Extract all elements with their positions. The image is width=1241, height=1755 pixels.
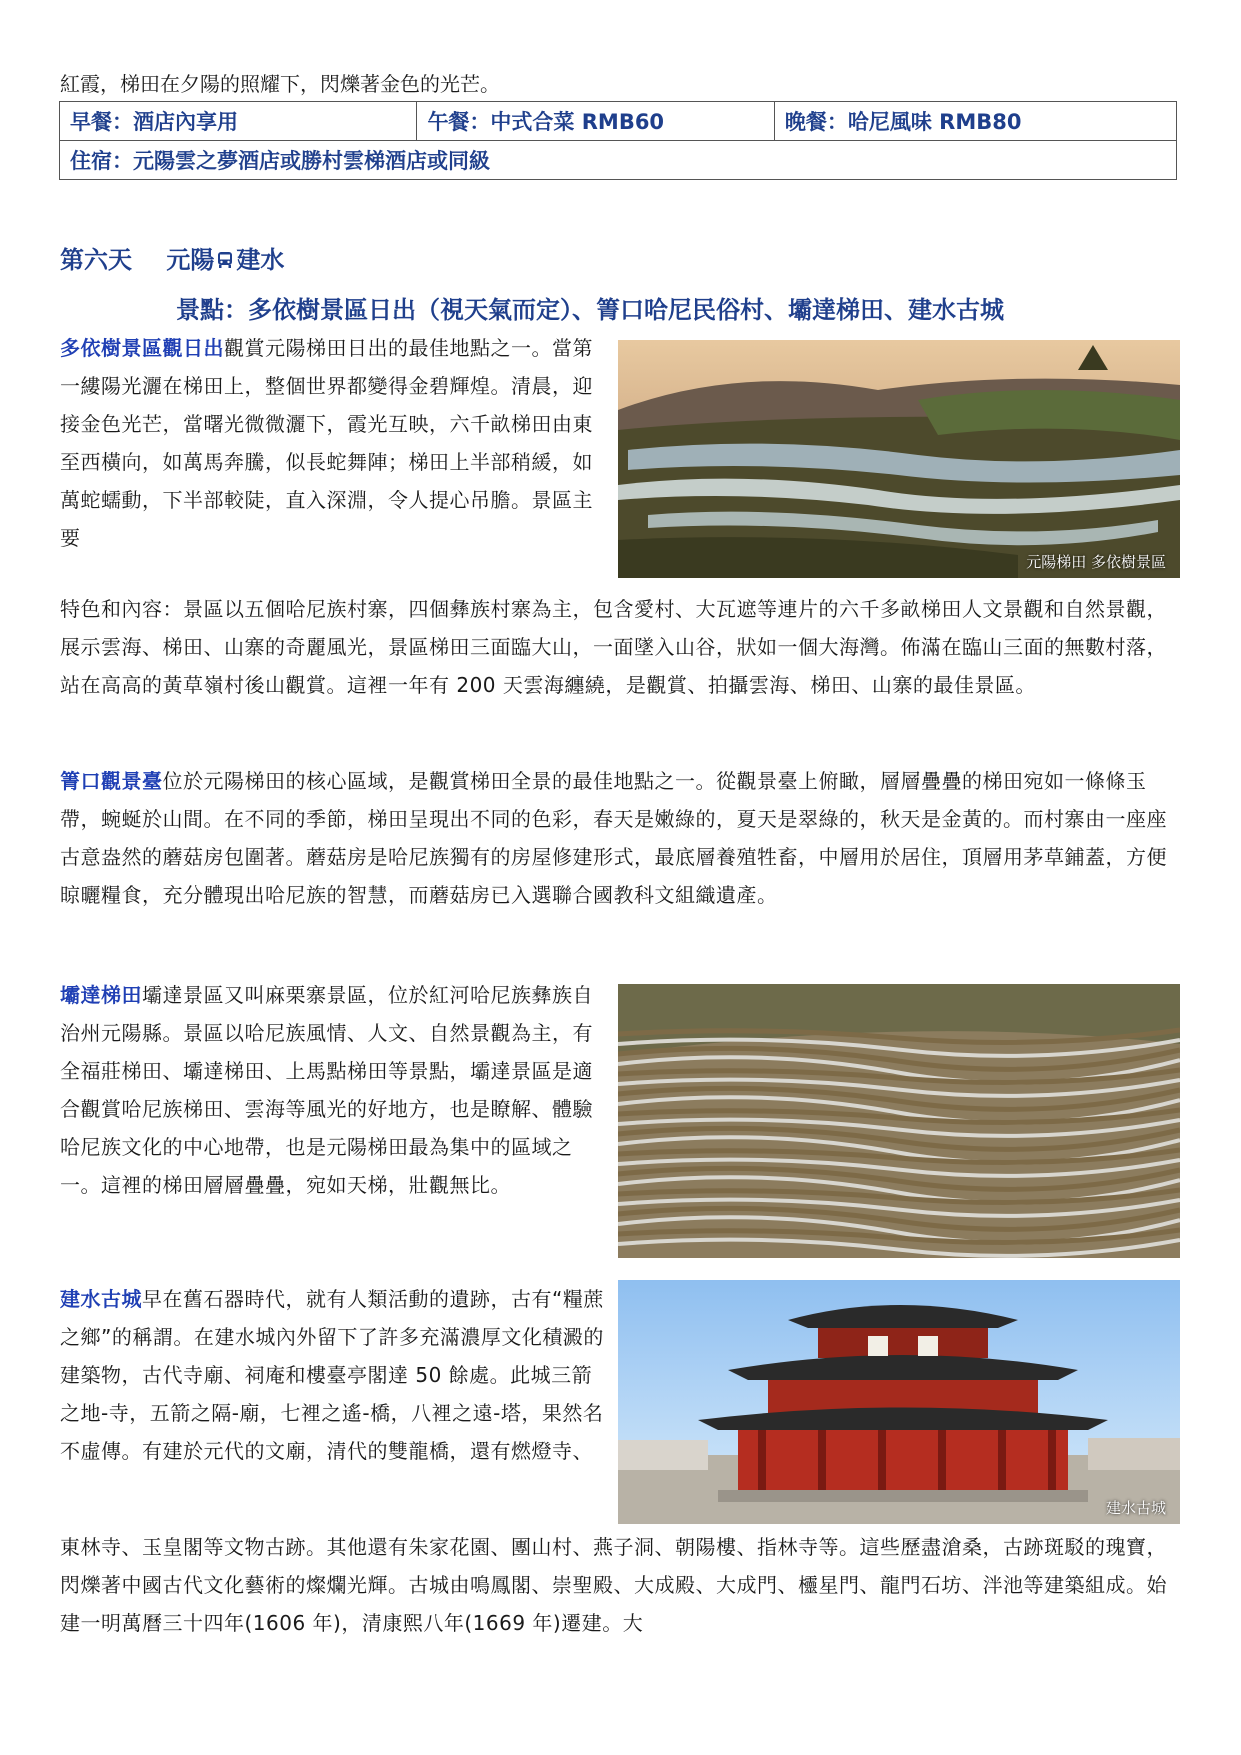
duoyishu-paragraph-side <box>60 329 605 557</box>
jianshui-photo-caption: 建水古城 <box>1105 1499 1166 1517</box>
sights-heading: 景點：多依樹景區日出（視天氣而定）、箐口哈尼民俗村、壩達梯田、建水古城 <box>176 296 1004 324</box>
day-heading <box>60 240 284 275</box>
route-from: 元陽 <box>166 246 215 274</box>
lunch-cell: 午餐：中式合菜 RMB60 <box>417 102 774 141</box>
duoyishu-text-side: 觀賞元陽梯田日出的最佳地點之一。當第一縷陽光灑在梯田上，整個世界都變得金碧輝煌。清晨，迎接金色光芒，當曙光微微灑下，霞光互映，六千畝梯田由東至西橫向，如萬馬奔騰，似長蛇舞陣；梯田上半部稍緩，如萬蛇蠕動，下半部較陡，直入深淵，令人提心吊膽。景區主要 <box>60 336 593 550</box>
breakfast-cell: 早餐：酒店內享用 <box>60 102 417 141</box>
ancient-tower-image <box>618 1280 1180 1524</box>
bus-icon <box>216 251 234 269</box>
route-to: 建水 <box>236 246 285 274</box>
jianshui-text-side: 早在舊石器時代，就有人類活動的遺跡，古有“糧蔗之鄉”的稱謂。在建水城內外留下了許多充滿濃厚文化積澱的建築物，古代寺廟、祠庵和樓臺亭閣達 50 餘處。此城三箭之地-寺，五箭之隔-廟，七裡之遙-橋，八裡之遠-塔，果然名不虛傳。有建於元代的文廟，清代的雙龍橋，還有燃燈寺、 <box>60 1287 604 1463</box>
jingkou-paragraph <box>60 762 1180 914</box>
bada-text: 壩達景區又叫麻栗寨景區，位於紅河哈尼族彝族自治州元陽縣。景區以哈尼族風情、人文、自然景觀為主，有全福莊梯田、壩達梯田、上馬點梯田等景點，壩達景區是適合觀賞哈尼族梯田、雲海等風光的好地方，也是瞭解、體驗哈尼族文化的中心地帶，也是元陽梯田最為集中的區域之一。這裡的梯田層層疊疊，宛如天梯，壯觀無比。 <box>60 983 593 1197</box>
jianshui-photo <box>618 1280 1180 1524</box>
route <box>166 246 284 274</box>
hotel-cell: 住宿：元陽雲之夢酒店或勝村雲梯酒店或同級 <box>60 141 1177 180</box>
duoyishu-photo-caption: 元陽梯田 多依樹景區 <box>1026 553 1166 571</box>
duoyishu-paragraph-full: 特色和內容：景區以五個哈尼族村寨，四個彝族村寨為主，包含愛村、大瓦遮等連片的六千多畝梯田人文景觀和自然景觀，展示雲海、梯田、山寨的奇麗風光，景區梯田三面臨大山，一面墜入山谷，狀如一個大海灣。佈滿在臨山三面的無數村落，站在高高的黃草嶺村後山觀賞。這裡一年有 200 天雲海纏繞，是觀賞、拍攝雲海、梯田、山寨的最佳景區。 <box>60 597 1167 697</box>
jingkou-text: 位於元陽梯田的核心區域，是觀賞梯田全景的最佳地點之一。從觀景臺上俯瞰，層層疊疊的梯田宛如一條條玉帶，蜿蜒於山間。在不同的季節，梯田呈現出不同的色彩，春天是嫩綠的，夏天是翠綠的，秋天是金黃的。而村寨由一座座古意盎然的蘑菇房包圍著。蘑菇房是哈尼族獨有的房屋修建形式，最底層養殖牲畜，中層用於居住，頂層用茅草鋪蓋，方便晾曬糧食，充分體現出哈尼族的智慧，而蘑菇房已入選聯合國教科文組織遺產。 <box>60 769 1167 907</box>
jianshui-paragraph-full: 東林寺、玉皇閣等文物古跡。其他還有朱家花園、團山村、燕子洞、朝陽樓、指林寺等。這些歷盡滄桑，古跡斑駁的瑰寶，閃爍著中國古代文化藝術的燦爛光輝。古城由鳴鳳閣、崇聖殿、大成殿、大成門、欞星門、龍門石坊、泮池等建築組成。始建一明萬曆三十四年(1606 年)，清康熙八年(1669 年)遷建。大 <box>60 1535 1167 1635</box>
jianshui-paragraph-side <box>60 1280 605 1470</box>
bada-title: 壩達梯田 <box>60 983 142 1007</box>
bada-photo <box>618 984 1180 1258</box>
duoyishu-photo <box>618 340 1180 578</box>
terrace-sunrise-image <box>618 340 1180 578</box>
dinner-cell: 晚餐：哈尼風味 RMB80 <box>774 102 1176 141</box>
meals-table <box>59 101 1177 180</box>
day-label: 第六天 <box>60 246 132 274</box>
duoyishu-title: 多依樹景區觀日出 <box>60 336 224 360</box>
jingkou-title: 箐口觀景臺 <box>60 769 163 793</box>
bada-paragraph <box>60 976 605 1204</box>
intro-text: 紅霞，梯田在夕陽的照耀下，閃爍著金色的光芒。 <box>60 72 500 96</box>
jianshui-title: 建水古城 <box>60 1287 142 1311</box>
terrace-fields-image <box>618 984 1180 1258</box>
